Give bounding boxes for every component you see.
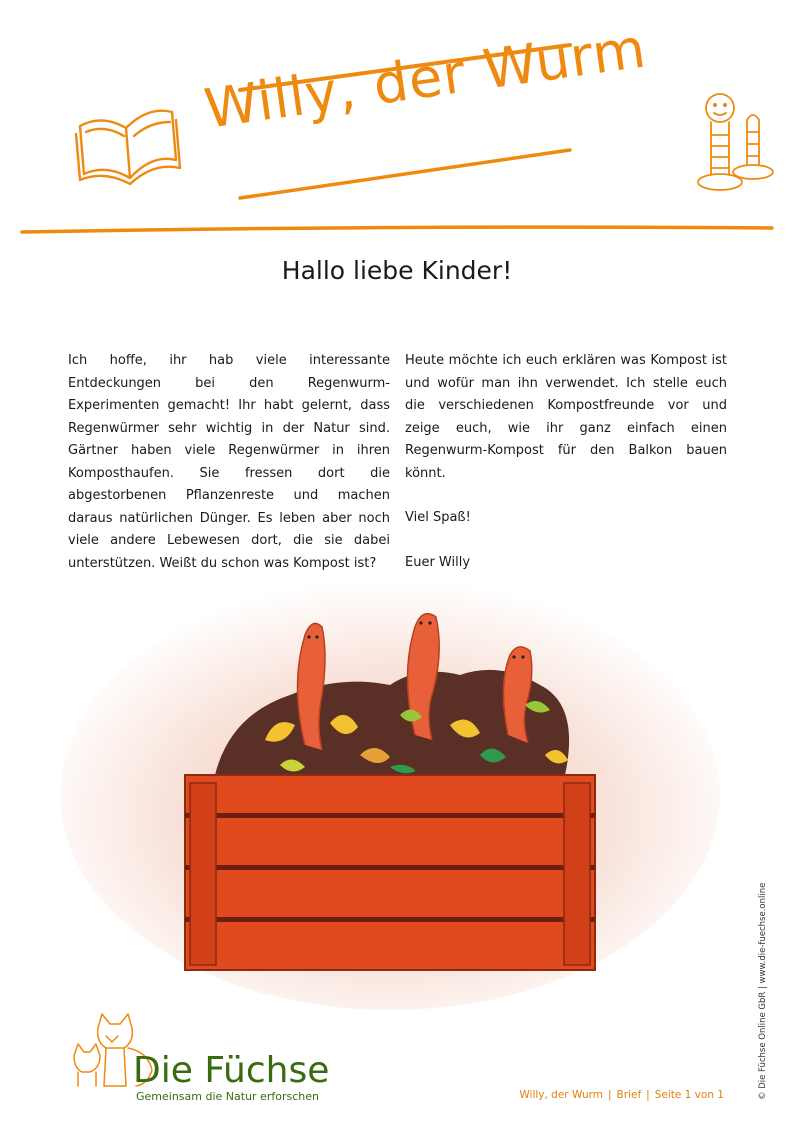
footer-doc-title: Willy, der Wurm <box>519 1089 603 1101</box>
letter-closing: Viel Spaß! <box>405 510 471 525</box>
worms-compost-crate-illustration <box>60 565 734 1010</box>
letter-signature: Euer Willy <box>405 554 471 570</box>
greeting-heading: Hallo liebe Kinder! <box>281 256 513 285</box>
footer-page-number: Seite 1 von 1 <box>654 1089 724 1101</box>
letter-paragraph-left: Ich hoffe, ihr hab viele interessante Entdeckungen bei den Regenwurm-Experimenten gemacht! Ihr habt gelernt, dass Regenwürmer sehr wichtig in der Natur sind. Gärtner haben viele Regenwürmer in ihren Komposthaufen. Sie fressen dort die abgestorbenen Pflanzenreste und machen daraus natürlichen Dünger. Es leben aber noch viele andere Lebewesen dort, die sie dabei unterstützen. Weißt du schon was Kompost ist? <box>68 353 390 571</box>
brand-name: Die Füchse <box>133 1050 330 1091</box>
worm-figures-icon <box>695 90 775 195</box>
letter-column-left <box>68 350 390 597</box>
footer-doc-type: Brief <box>616 1089 642 1101</box>
page-title: Willy, der Wurm <box>200 16 650 141</box>
letter-column-right <box>405 350 727 596</box>
brand-tagline: Gemeinsam die Natur erforschen <box>136 1090 319 1103</box>
letter-paragraph-right: Heute möchte ich euch erklären was Kompost ist und wofür man ihn verwendet. Ich stelle euch die verschiedenen Kompostfreunde vor und zeige euch, wie ihr ganz einfach einen Regenwurm-Kompost für den Balkon bauen könnt. <box>405 353 727 481</box>
footer-doc-info: Willy, der Wurm | Brief | Seite 1 von 1 <box>519 1089 724 1101</box>
copyright-notice: © Die Füchse Online GbR | www.die-fuechse.online <box>758 882 768 1100</box>
